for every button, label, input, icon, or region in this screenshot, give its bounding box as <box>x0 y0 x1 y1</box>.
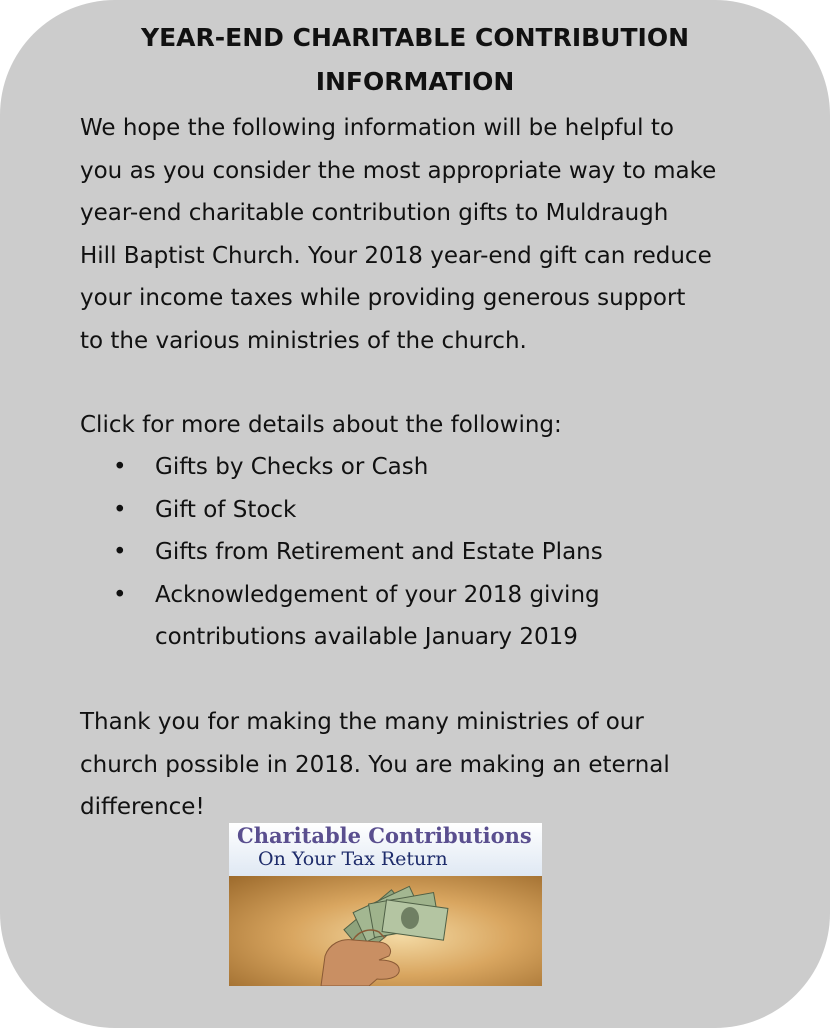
details-item-label: Gifts from Retirement and Estate Plans <box>155 539 603 565</box>
intro-line: year-end charitable contribution gifts to Muldraugh <box>80 200 669 226</box>
promo-subtitle: On Your Tax Return <box>258 848 448 870</box>
intro-line: Hill Baptist Church. Your 2018 year-end gift can reduce <box>80 242 712 269</box>
money-photo <box>229 876 542 986</box>
closing-line: Thank you for making the many ministries of our <box>80 709 644 735</box>
bullet-icon: • <box>113 539 127 565</box>
intro-paragraph <box>80 107 760 362</box>
closing-line: difference! <box>80 794 205 820</box>
details-item-label: Acknowledgement of your 2018 giving <box>155 581 600 608</box>
promo-banner <box>229 823 542 876</box>
bullet-icon: • <box>113 581 127 608</box>
page-title-line-2: INFORMATION <box>315 67 515 96</box>
page-title-line-1: YEAR-END CHARITABLE CONTRIBUTION <box>140 23 690 52</box>
bullet-icon: • <box>113 454 127 480</box>
details-item-checks-cash[interactable] <box>80 446 760 489</box>
intro-line: you as you consider the most appropriate way to make <box>80 157 717 184</box>
promo-title: Charitable Contributions <box>237 823 532 848</box>
charitable-contributions-image <box>229 823 542 986</box>
page-title <box>0 16 830 104</box>
details-item-label-continued: contributions available January 2019 <box>155 624 578 650</box>
details-item-label: Gifts by Checks or Cash <box>155 454 429 480</box>
details-list <box>80 446 760 659</box>
details-item-acknowledgement[interactable] <box>80 574 760 659</box>
closing-line: church possible in 2018. You are making an eternal <box>80 751 670 778</box>
details-label: Click for more details about the following: <box>80 412 562 438</box>
intro-line: to the various ministries of the church. <box>80 327 527 354</box>
bullet-icon: • <box>113 496 127 523</box>
closing-paragraph <box>80 701 760 829</box>
intro-line: We hope the following information will be helpful to <box>80 115 674 141</box>
intro-line: your income taxes while providing generous support <box>80 285 686 311</box>
details-item-retirement-estate[interactable] <box>80 531 760 574</box>
details-item-stock[interactable] <box>80 489 760 532</box>
details-item-label: Gift of Stock <box>155 496 297 523</box>
money-hand-icon <box>229 876 542 986</box>
